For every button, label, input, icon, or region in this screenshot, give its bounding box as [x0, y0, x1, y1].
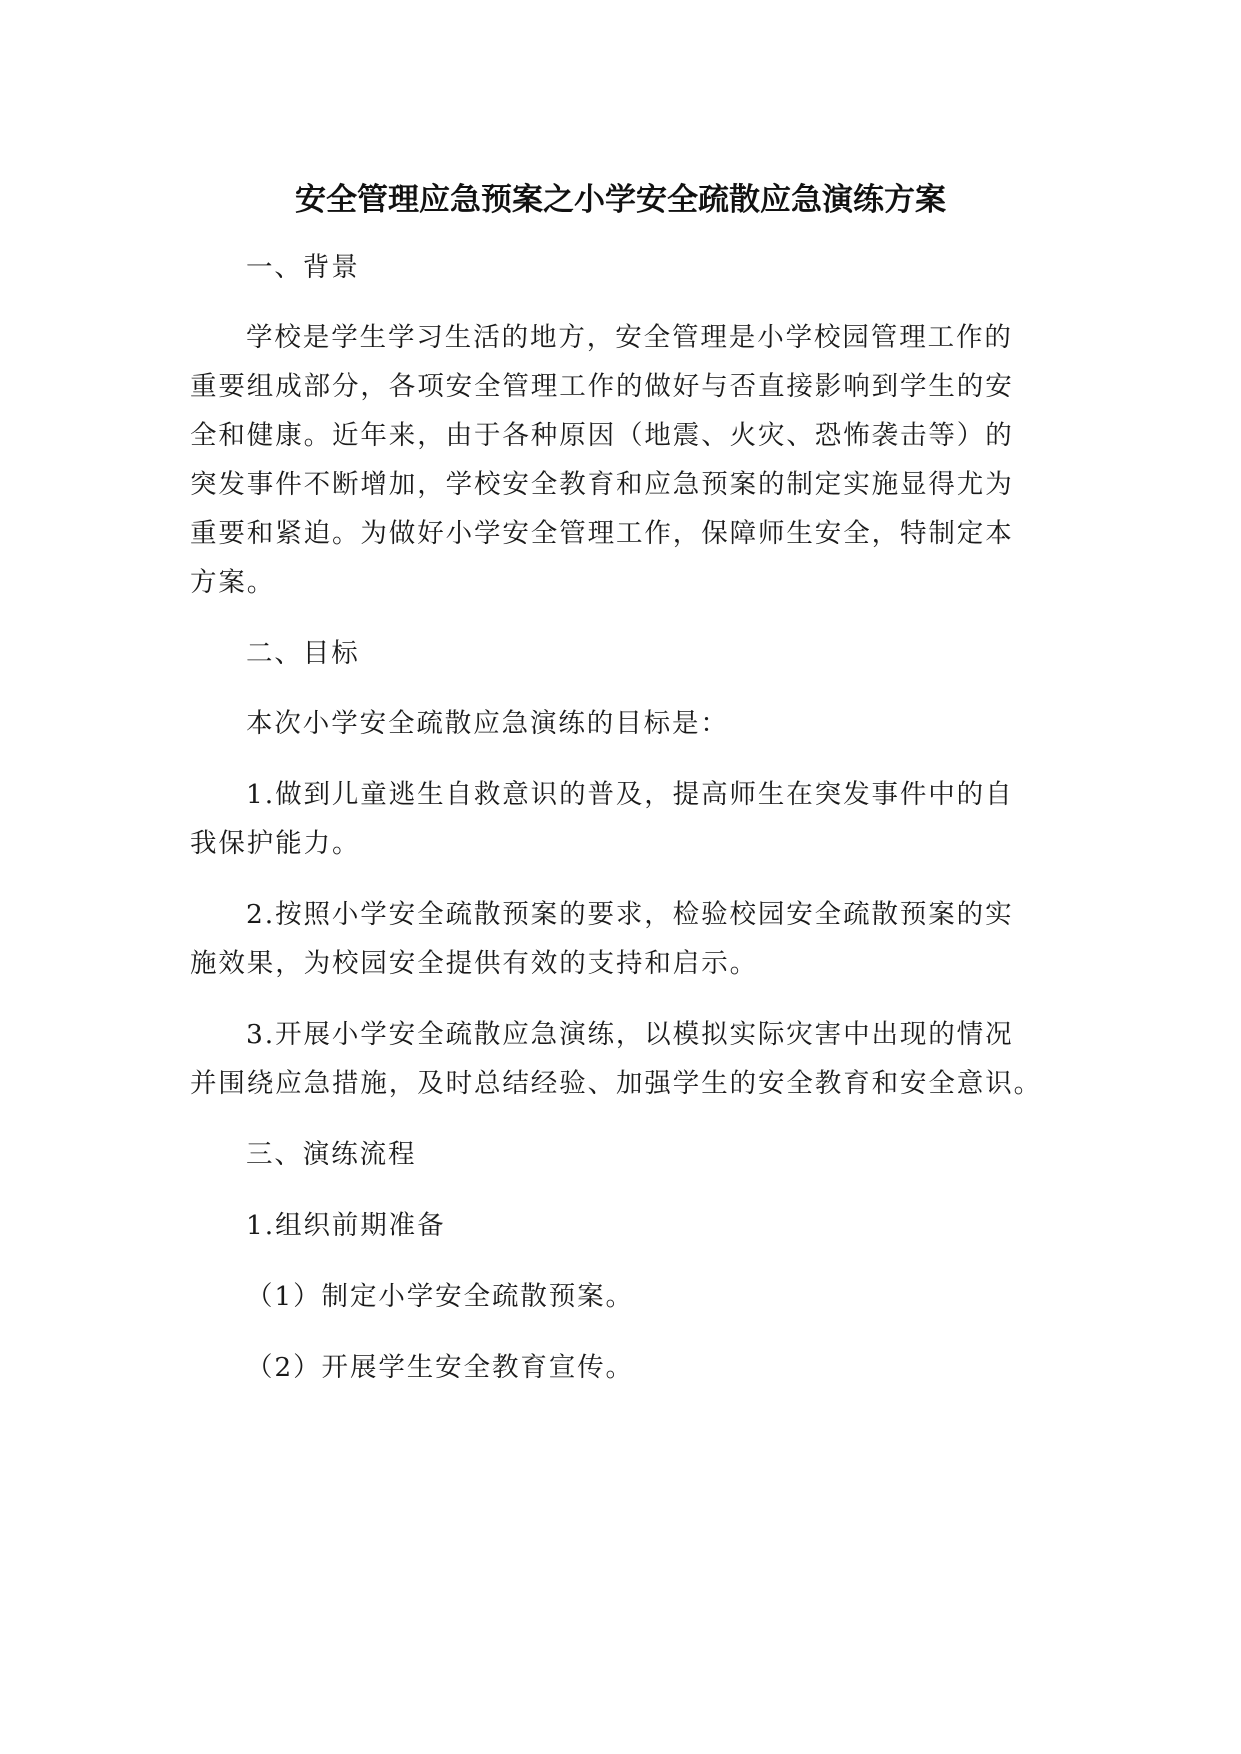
list-item-line: 2.按照小学安全疏散预案的要求，检验校园安全疏散预案的实: [246, 899, 1014, 930]
subsection-heading: 1.组织前期准备: [246, 1210, 446, 1241]
paragraph-line: 本次小学安全疏散应急演练的目标是：: [246, 708, 729, 739]
list-item-line: 并围绕应急措施，及时总结经验、加强学生的安全教育和安全意识。: [190, 1068, 1042, 1099]
sub-list-item: （2）开展学生安全教育宣传。: [246, 1352, 634, 1383]
list-item-line: 我保护能力。: [190, 828, 361, 859]
sub-list-item: （1）制定小学安全疏散预案。: [246, 1281, 634, 1312]
paragraph-line: 学校是学生学习生活的地方，安全管理是小学校园管理工作的: [246, 322, 1013, 353]
list-item-line: 施效果，为校园安全提供有效的支持和启示。: [190, 948, 758, 979]
paragraph-line: 突发事件不断增加，学校安全教育和应急预案的制定实施显得尤为: [190, 469, 1014, 500]
list-item-line: 3.开展小学安全疏散应急演练，以模拟实际灾害中出现的情况: [246, 1019, 1014, 1050]
section-heading-process: 三、演练流程: [246, 1139, 417, 1170]
list-item-line: 1.做到儿童逃生自救意识的普及，提高师生在突发事件中的自: [246, 779, 1014, 810]
paragraph-line: 重要和紧迫。为做好小学安全管理工作，保障师生安全，特制定本: [190, 518, 1014, 549]
paragraph-line: 全和健康。近年来，由于各种原因（地震、火灾、恐怖袭击等）的: [190, 420, 1014, 451]
section-heading-goals: 二、目标: [246, 638, 360, 669]
paragraph-line: 重要组成部分，各项安全管理工作的做好与否直接影响到学生的安: [190, 371, 1014, 402]
paragraph-line: 方案。: [190, 567, 276, 598]
document-title: 安全管理应急预案之小学安全疏散应急演练方案: [295, 182, 946, 218]
section-heading-background: 一、背景: [246, 252, 360, 283]
